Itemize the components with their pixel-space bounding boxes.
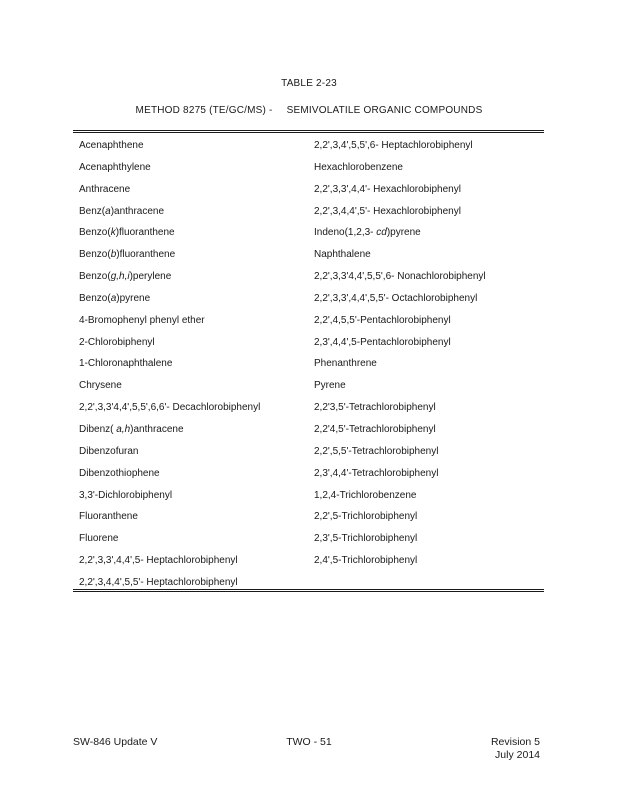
compound-name: 1-Chloronaphthalene xyxy=(79,358,173,370)
compound-name: 3,3'-Dichlorobiphenyl xyxy=(79,489,173,501)
compound-name: 2,4',5-Trichlorobiphenyl xyxy=(314,555,418,567)
compound-name: Naphthalene xyxy=(314,249,371,261)
compound-name: Phenanthrene xyxy=(314,358,377,370)
compound-name: 2,2',3,3',4,4',5,5'- Octachlorobiphenyl xyxy=(314,292,478,304)
compound-name: Acenaphthylene xyxy=(79,161,151,173)
compound-column-right xyxy=(314,135,486,572)
compound-name: 2-Chlorobiphenyl xyxy=(79,336,155,348)
compound-name: 2,2',4,5,5'-Pentachlorobiphenyl xyxy=(314,314,451,326)
compound-name: Benz(a)anthracene xyxy=(79,205,165,217)
compound-name: 2,2',3,3',4,4'- Hexachlorobiphenyl xyxy=(314,183,461,195)
compound-name: Fluoranthene xyxy=(79,511,138,523)
compound-name: 2,2',5-Trichlorobiphenyl xyxy=(314,511,418,523)
footer-document-id: SW-846 Update V xyxy=(73,736,158,748)
compound-name: 2,3',4,4',5-Pentachlorobiphenyl xyxy=(314,336,451,348)
subtitle-method: METHOD 8275 (TE/GC/MS) - xyxy=(135,105,273,116)
compound-name: Dibenzothiophene xyxy=(79,467,160,479)
compound-name: 2,2'3,5'-Tetrachlorobiphenyl xyxy=(314,402,436,414)
compound-name: 2,2',3,3',4,4',5- Heptachlorobiphenyl xyxy=(79,555,238,567)
compound-name: 2,2',3,4,4',5,5'- Heptachlorobiphenyl xyxy=(79,576,238,588)
subtitle-compounds: SEMIVOLATILE ORGANIC COMPOUNDS xyxy=(286,105,483,116)
footer-revision-number: Revision 5 xyxy=(490,736,540,748)
compound-column-left xyxy=(79,135,260,594)
compound-name: Benzo(g,h,i)perylene xyxy=(79,271,172,283)
compound-name: Anthracene xyxy=(79,183,131,195)
compound-name: Benzo(k)fluoranthene xyxy=(79,227,175,239)
compound-name: 2,3',5-Trichlorobiphenyl xyxy=(314,533,418,545)
compound-name: 1,2,4-Trichlorobenzene xyxy=(314,489,417,501)
compound-name: 4-Bromophenyl phenyl ether xyxy=(79,314,205,326)
compound-name: 2,2',3,4,4',5'- Hexachlorobiphenyl xyxy=(314,205,461,217)
compound-name: Hexachlorobenzene xyxy=(314,161,403,173)
compound-name: Dibenz( a,h)anthracene xyxy=(79,423,184,435)
compound-name: Indeno(1,2,3- cd)pyrene xyxy=(314,227,421,239)
compound-name: Chrysene xyxy=(79,380,122,392)
footer-page-number: TWO - 51 xyxy=(286,736,332,748)
compound-name: 2,3',4,4'-Tetrachlorobiphenyl xyxy=(314,467,439,479)
compound-name: Fluorene xyxy=(79,533,119,545)
compound-name: 2,2',3,3'4,4',5,5',6,6'- Decachlorobiphenyl xyxy=(79,402,261,414)
compound-name: 2,2',3,3'4,4',5,5',6- Nonachlorobiphenyl xyxy=(314,271,486,283)
compound-name: 2,2',5,5'-Tetrachlorobiphenyl xyxy=(314,445,439,457)
table-title: TABLE 2-23 xyxy=(281,78,337,89)
compound-name: Benzo(b)fluoranthene xyxy=(79,249,176,261)
compound-name: Benzo(a)pyrene xyxy=(79,292,151,304)
footer-revision-date: July 2014 xyxy=(495,749,540,761)
table-subtitle xyxy=(0,105,618,116)
compound-name: Acenaphthene xyxy=(79,140,144,151)
footer-revision xyxy=(491,736,540,762)
table-top-rule xyxy=(73,130,544,133)
compound-name: Pyrene xyxy=(314,380,346,392)
compound-name: Dibenzofuran xyxy=(79,445,139,457)
table-bottom-rule xyxy=(73,589,544,592)
compound-name: 2,2'4,5'-Tetrachlorobiphenyl xyxy=(314,423,436,435)
compound-name: 2,2',3,4',5,5',6- Heptachlorobiphenyl xyxy=(314,140,473,151)
